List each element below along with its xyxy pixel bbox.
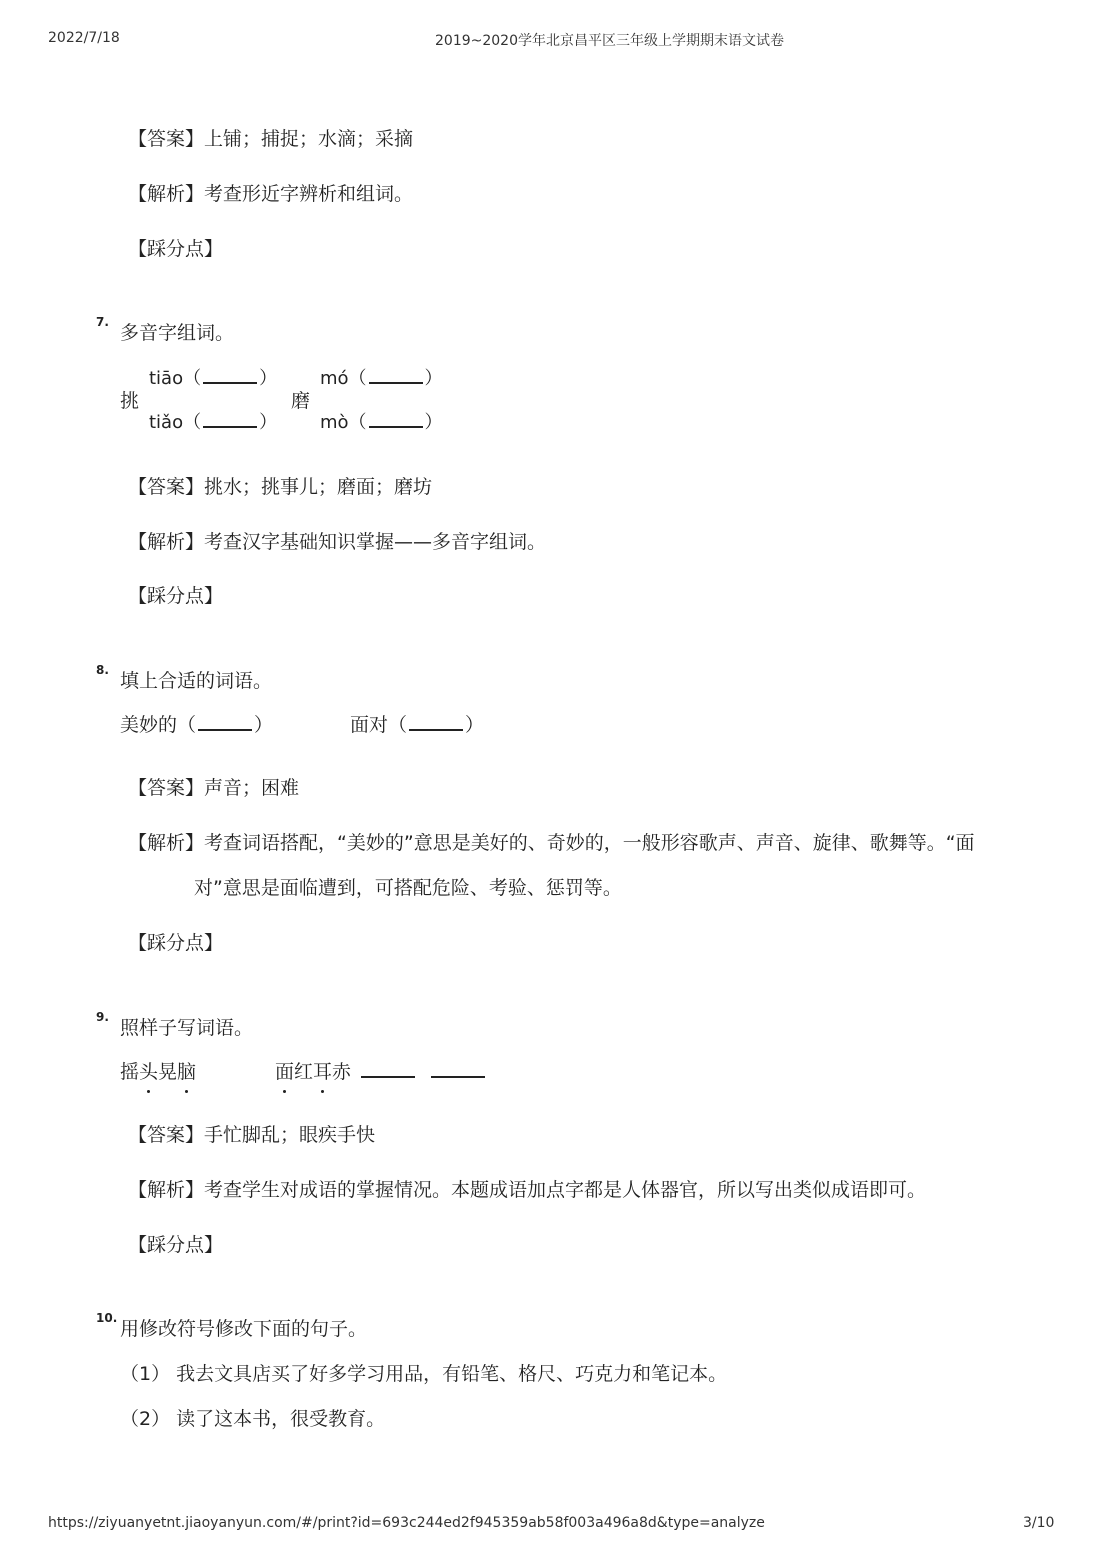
q10-sentence-2 xyxy=(120,1404,385,1431)
q9-answer-text: 手忙脚乱；眼疾手快 xyxy=(204,1124,376,1146)
print-date: 2022/7/18 xyxy=(48,30,120,46)
close-paren: ） xyxy=(259,412,278,433)
analysis-label: 【解析】 xyxy=(128,1179,205,1201)
q6-analysis xyxy=(128,179,413,206)
q8-answer xyxy=(128,773,299,800)
q9-example-1 xyxy=(120,1057,196,1084)
q9-stem: 照样子写词语。 xyxy=(120,1017,254,1039)
answer-label: 【答案】 xyxy=(128,1124,205,1146)
answer-label: 【答案】 xyxy=(128,128,205,150)
q7-pinyin-tiao1 xyxy=(149,364,277,390)
item-label: 面对（ xyxy=(350,714,408,736)
idiom-char: 赤 xyxy=(332,1061,352,1083)
analysis-label: 【解析】 xyxy=(128,183,205,205)
q9-number: 9. xyxy=(96,1010,109,1024)
q8-item-miandui xyxy=(350,710,484,737)
item-label: 美妙的（ xyxy=(120,714,197,736)
close-paren: ） xyxy=(424,368,443,389)
q9-analysis-text: 考查学生对成语的掌握情况。本题成语加点字都是人体器官，所以写出类似成语即可。 xyxy=(204,1179,927,1201)
emphasis-dot-char: 面 xyxy=(275,1057,294,1084)
emphasis-dot-char: 耳 xyxy=(313,1057,332,1084)
q7-char-mo: 磨 xyxy=(291,390,311,412)
answer-label: 【答案】 xyxy=(128,777,205,799)
pinyin-label: tiǎo（ xyxy=(149,412,202,433)
q8-stem: 填上合适的词语。 xyxy=(120,670,273,692)
q7-pinyin-tiao3 xyxy=(149,408,277,434)
q10-stem: 用修改符号修改下面的句子。 xyxy=(120,1318,368,1340)
close-paren: ） xyxy=(465,714,485,736)
q7-answer-text: 挑水；挑事儿；磨面；磨坊 xyxy=(204,476,433,498)
answer-blank[interactable] xyxy=(369,409,423,428)
analysis-label: 【解析】 xyxy=(128,832,205,854)
answer-blank[interactable] xyxy=(198,712,252,731)
q7-analysis xyxy=(128,527,546,554)
q8-analysis xyxy=(128,828,975,855)
q9-score-point: 【踩分点】 xyxy=(128,1234,224,1256)
q6-answer-text: 上铺；捕捉；水滴；采摘 xyxy=(204,128,414,150)
q7-analysis-text: 考查汉字基础知识掌握——多音字组词。 xyxy=(204,531,547,553)
close-paren: ） xyxy=(259,368,278,389)
footer-url[interactable]: https://ziyuanyetnt.jiaoyanyun.com/#/print?id=693c244ed2f945359ab58f003a496a8d&type=analyze xyxy=(48,1515,765,1531)
idiom-char: 红 xyxy=(294,1061,314,1083)
sentence-text: 我去文具店买了好多学习用品，有铅笔、格尺、巧克力和笔记本。 xyxy=(176,1363,728,1385)
q8-score-point: 【踩分点】 xyxy=(128,932,224,954)
answer-blank[interactable] xyxy=(409,712,463,731)
q7-answer xyxy=(128,472,432,499)
sentence-number: （2） xyxy=(120,1408,171,1430)
emphasis-dot-char: 脑 xyxy=(177,1057,196,1084)
q8-number: 8. xyxy=(96,663,109,677)
pinyin-label: mó（ xyxy=(320,368,367,389)
close-paren: ） xyxy=(254,714,274,736)
q9-answer xyxy=(128,1120,375,1147)
pinyin-label: tiāo（ xyxy=(149,368,202,389)
q10-number: 10. xyxy=(96,1311,118,1325)
page-number: 3/10 xyxy=(1023,1515,1055,1531)
emphasis-dot-char: 头 xyxy=(139,1057,158,1084)
idiom-char: 摇 xyxy=(120,1061,140,1083)
analysis-label: 【解析】 xyxy=(128,531,205,553)
sentence-text: 读了这本书，很受教育。 xyxy=(176,1408,386,1430)
q6-analysis-text: 考查形近字辨析和组词。 xyxy=(204,183,414,205)
q8-answer-text: 声音；困难 xyxy=(204,777,300,799)
q10-sentence-1 xyxy=(120,1359,727,1386)
answer-label: 【答案】 xyxy=(128,476,205,498)
q8-analysis-line2: 对”意思是面临遭到，可搭配危险、考验、惩罚等。 xyxy=(194,877,622,899)
answer-blank[interactable] xyxy=(369,365,423,384)
q7-number: 7. xyxy=(96,315,109,329)
q8-analysis-line1: 考查词语搭配，“美妙的”意思是美好的、奇妙的，一般形容歌声、声音、旋律、歌舞等。“面 xyxy=(204,832,975,854)
q9-example-2 xyxy=(275,1057,487,1084)
q8-item-meimiao xyxy=(120,710,273,737)
q7-stem: 多音字组词。 xyxy=(120,322,235,344)
idiom-char: 晃 xyxy=(158,1061,178,1083)
q7-char-tiao: 挑 xyxy=(120,390,140,412)
q7-pinyin-mo2 xyxy=(320,364,443,390)
answer-blank[interactable] xyxy=(203,409,257,428)
q6-answer xyxy=(128,124,413,151)
sentence-number: （1） xyxy=(120,1363,171,1385)
answer-blank[interactable] xyxy=(361,1059,415,1078)
close-paren: ） xyxy=(424,412,443,433)
q7-pinyin-mo4 xyxy=(320,408,443,434)
answer-blank[interactable] xyxy=(203,365,257,384)
q9-analysis xyxy=(128,1175,926,1202)
document-title: 2019~2020学年北京昌平区三年级上学期期末语文试卷 xyxy=(435,33,784,49)
pinyin-label: mò（ xyxy=(320,412,367,433)
q6-score-point: 【踩分点】 xyxy=(128,238,224,260)
q7-score-point: 【踩分点】 xyxy=(128,585,224,607)
answer-blank[interactable] xyxy=(431,1059,485,1078)
